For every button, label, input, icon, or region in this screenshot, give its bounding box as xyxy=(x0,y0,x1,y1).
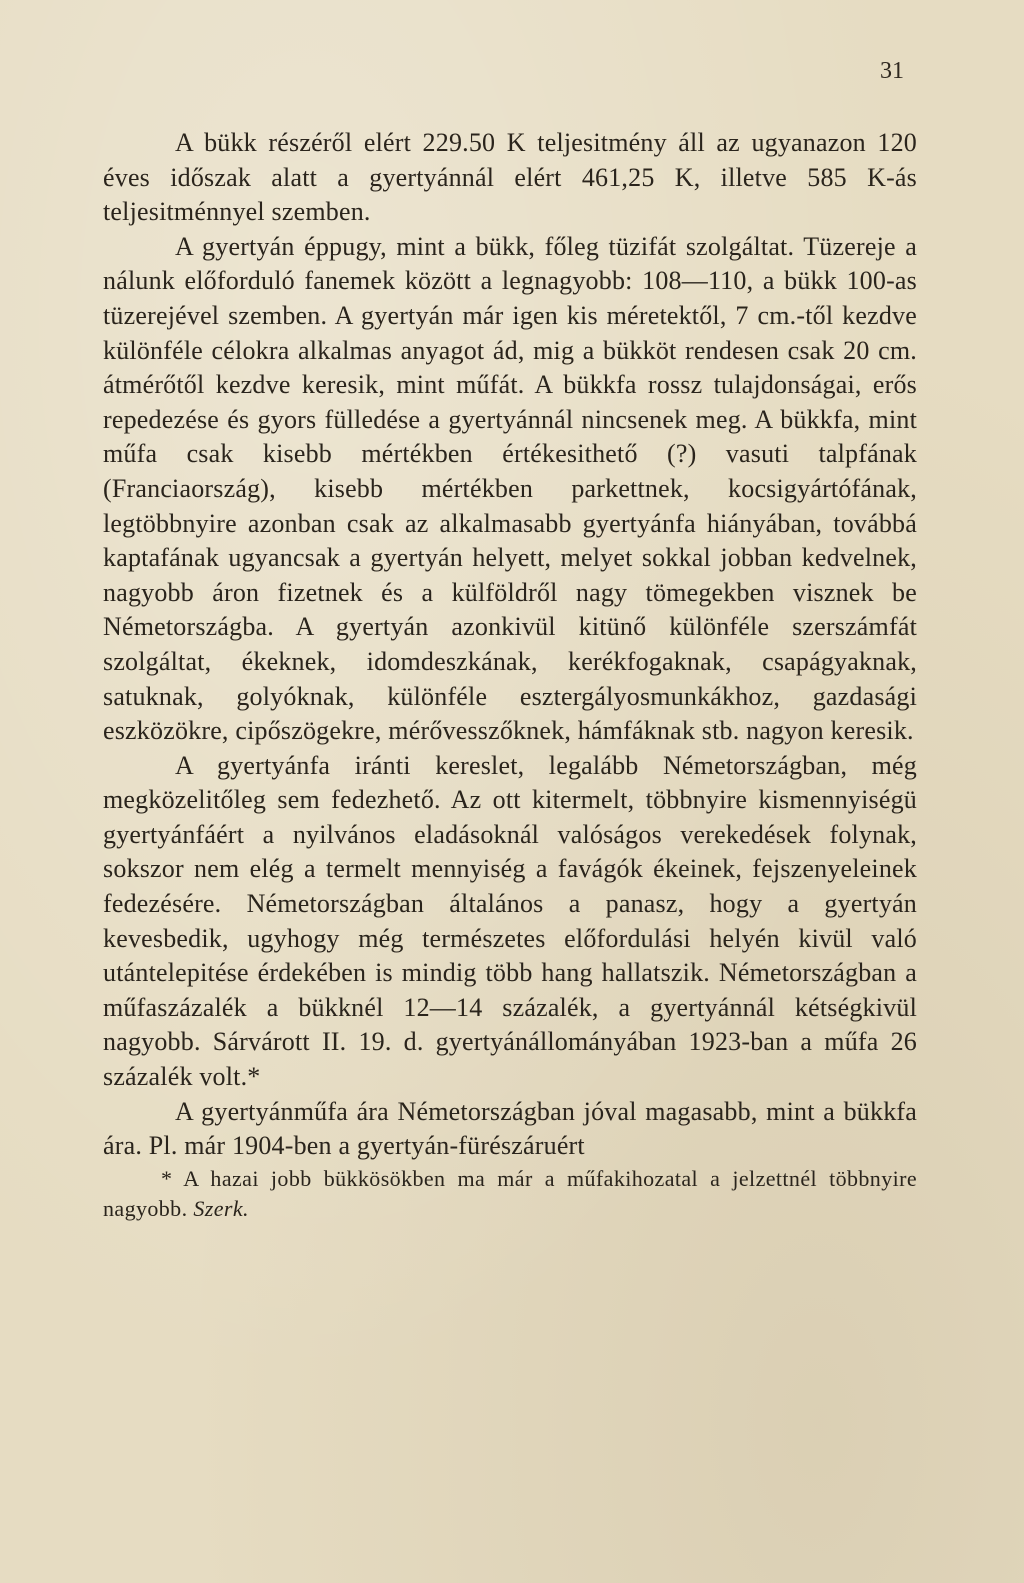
paragraph-2: A gyertyán éppugy, mint a bükk, főleg tüzifát szolgáltat. Tüzereje a nálunk előforduló fanemek között a legnagyobb: 108—110, a bükk 100-as tüzerejével szemben. A gyertyán már igen kis méretektől, 7 cm.-től kezdve különféle célokra alkalmas anyagot ád, mig a bükköt rendesen csak 20 cm. átmérőtől kezdve keresik, mint műfát. A bükkfa rossz tulajdonságai, erős repedezése és gyors fülledése a gyertyánnál nincsenek meg. A bükkfa, mint műfa csak kisebb mértékben értékesithető (?) vasuti talpfának (Franciaország), kisebb mértékben parkettnek, kocsigyártófának, legtöbbnyire azonban csak az alkalmasabb gyertyánfa hiányában, továbbá kaptafának ugyancsak a gyertyán helyett, melyet sokkal jobban kedvelnek, nagyobb áron fizetnek és a külföldről nagy tömegekben visznek be Németországba. A gyertyán azonkivül kitünő különféle szerszámfát szolgáltat, ékeknek, idomdeszkának, kerékfogaknak, csapágyaknak, satuknak, golyóknak, különféle esztergályosmunkákhoz, gazdasági eszközökre, cipőszögekre, mérővesszőknek, hámfáknak stb. nagyon keresik. xyxy=(103,231,917,746)
body-text xyxy=(103,126,917,1224)
footnote xyxy=(103,1164,917,1224)
paragraph-1: A bükk részéről elért 229.50 K teljesitmény áll az ugyanazon 120 éves időszak alatt a gyertyánnál elért 461,25 K, illetve 585 K-ás teljesitménnyel szemben. xyxy=(103,128,917,227)
paragraph-4: A gyertyánműfa ára Németországban jóval magasabb, mint a bükkfa ára. Pl. már 1904-ben a gyertyán-fürészáruért xyxy=(103,1096,917,1161)
footnote-text: * A hazai jobb bükkösökben ma már a műfakihozatal a jelzettnél többnyire nagyobb. xyxy=(103,1165,917,1221)
footnote-editor: Szerk. xyxy=(193,1195,249,1221)
paragraph-3: A gyertyánfa iránti kereslet, legalább Németországban, még megközelitőleg sem fedezhető. Az ott kitermelt, többnyire kismennyiségü gyertyánfáért a nyilvános eladásoknál valóságos verekedések folynak, sokszor nem elég a termelt mennyiség a favágók ékeinek, fejszenyeleinek fedezésére. Németországban általános a panasz, hogy a gyertyán kevesbedik, ugyhogy még természetes előfordulási helyén kivül való utántelepitése érdekében is mindig több hang hallatszik. Németországban a műfaszázalék a bükknél 12—14 százalék, a gyertyánnál kétségkivül nagyobb. Sárvárott II. 19. d. gyertyánállományában 1923-ban a műfa 26 százalék volt.* xyxy=(103,750,917,1092)
page-number: 31 xyxy=(880,58,904,84)
